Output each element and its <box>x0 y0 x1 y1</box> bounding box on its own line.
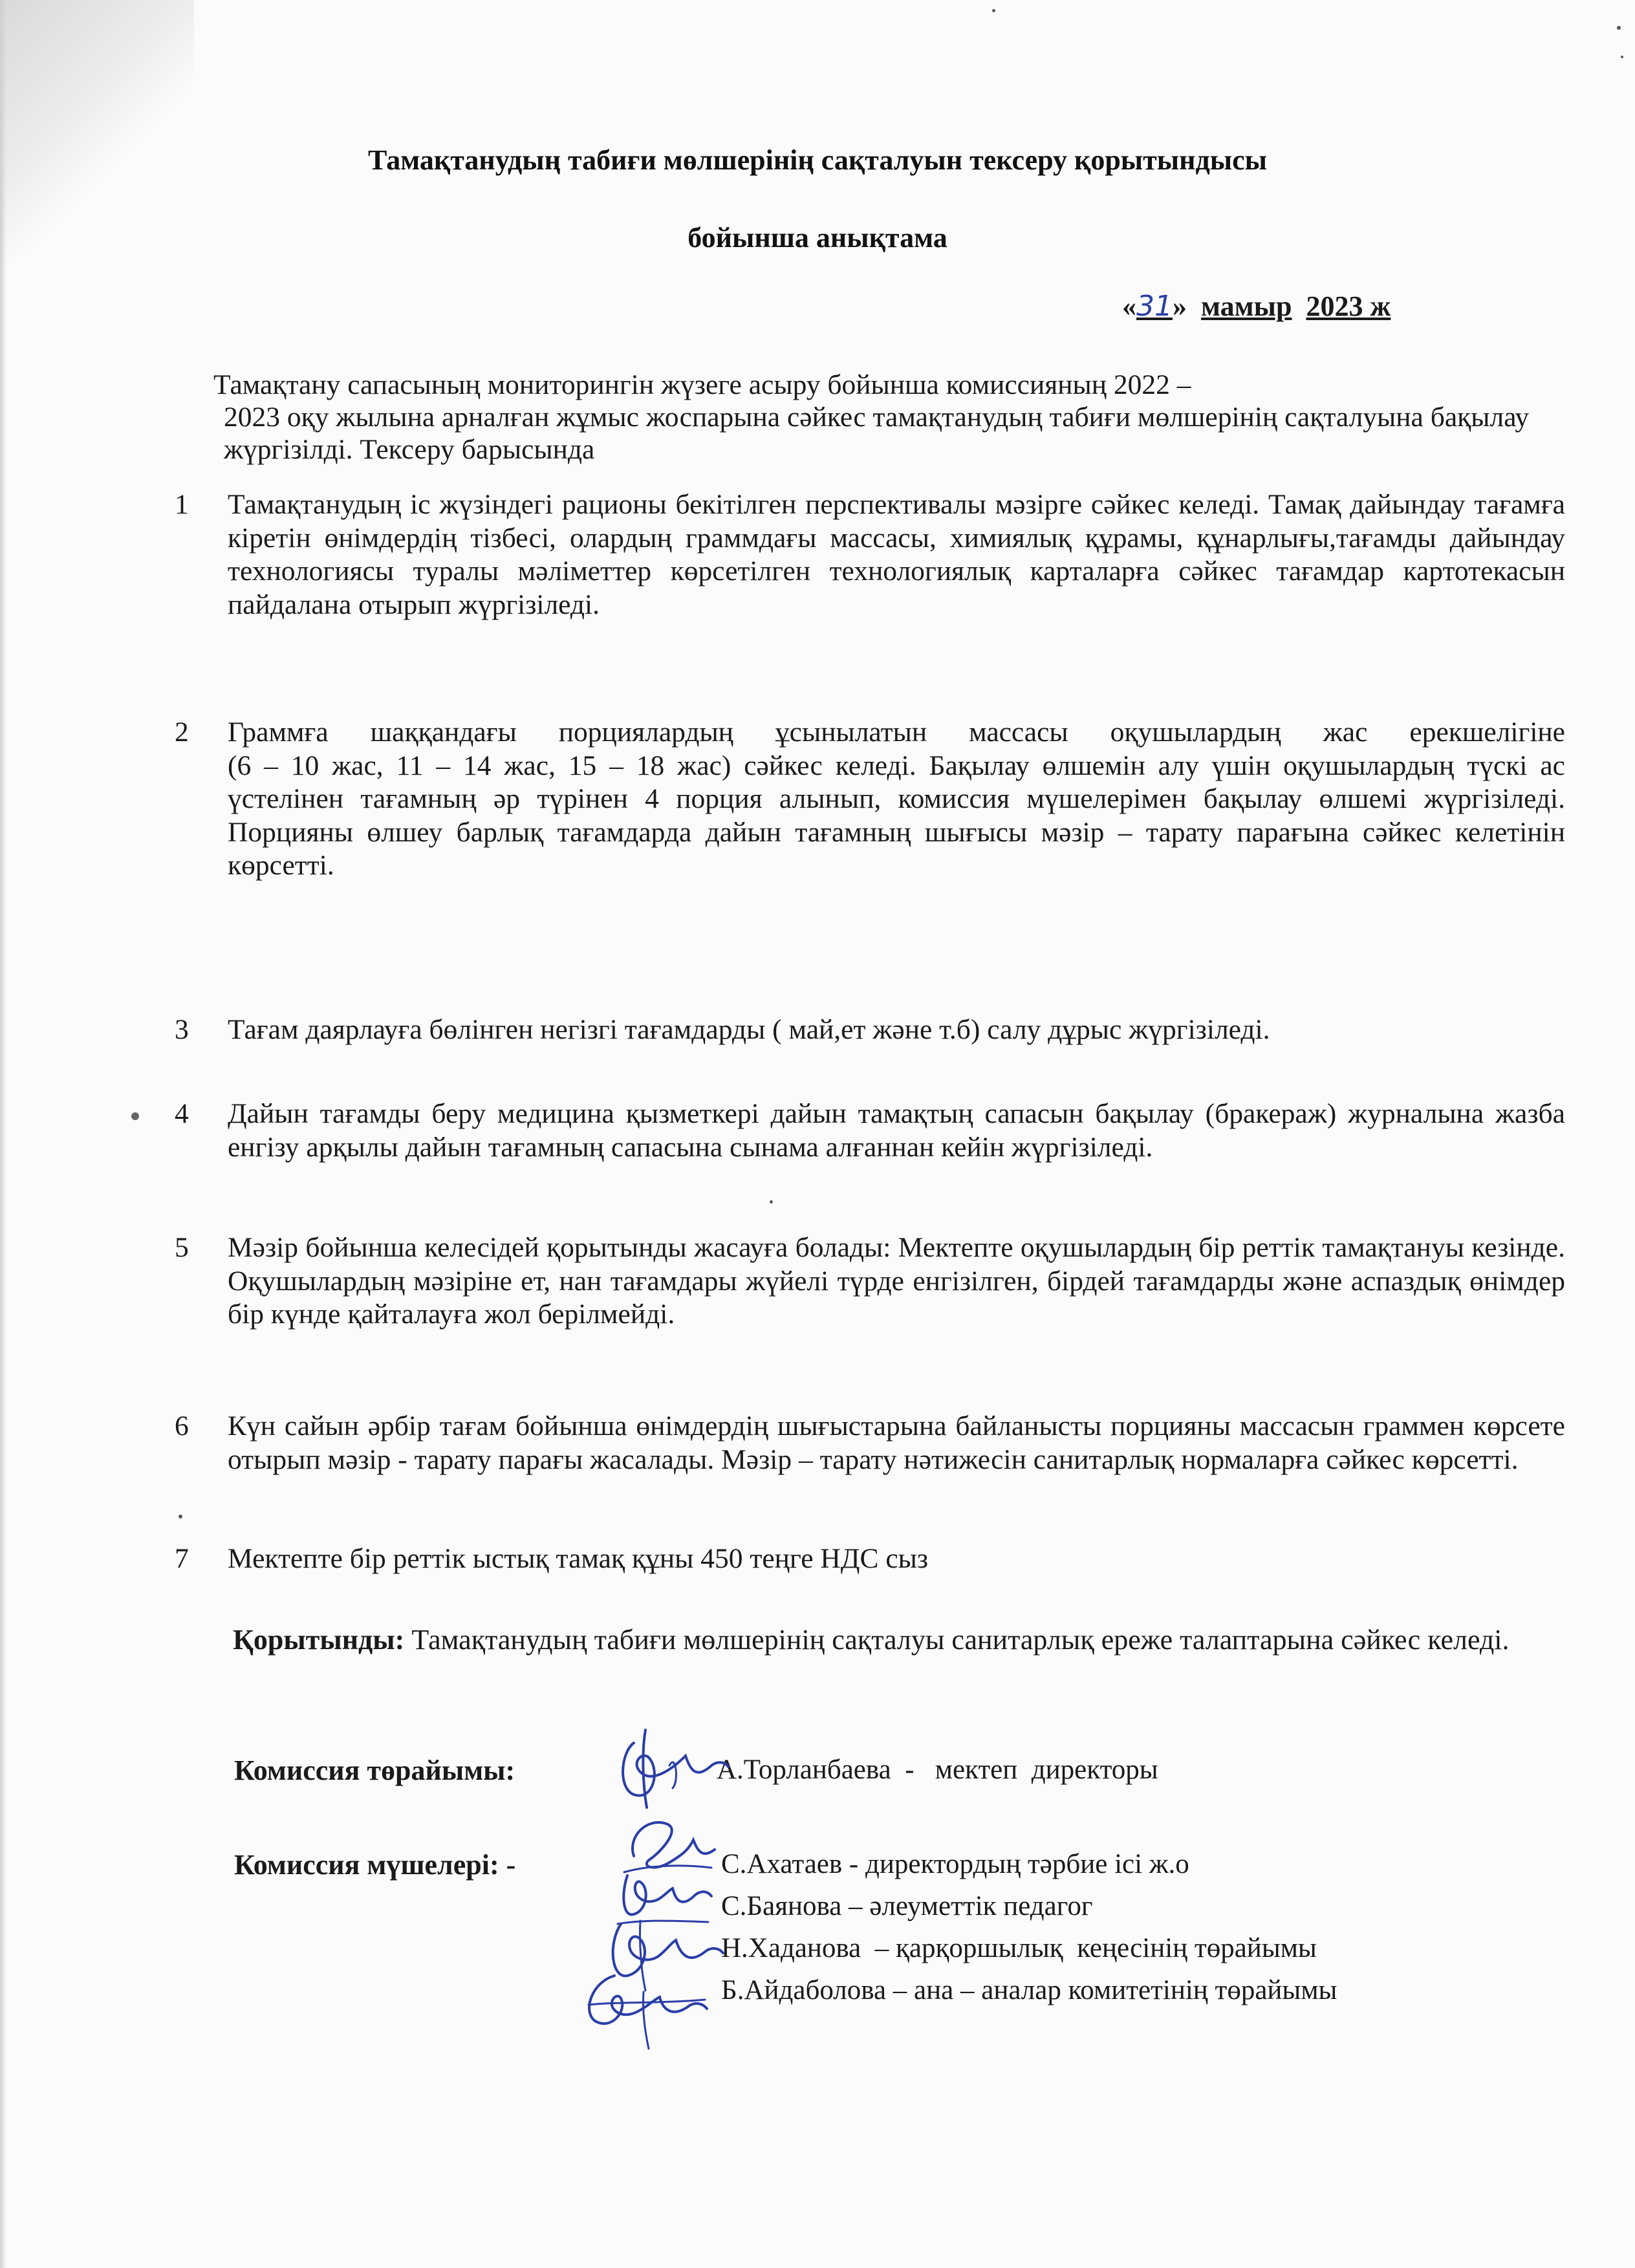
scan-speck <box>1621 56 1623 58</box>
list-item-text: Тамақтанудың іс жүзіндегі рационы бекітілген перспективалы мәзірге сәйкес келеді. Тамақ дайындау тағамға кіретін өнімдердің тізбесі, олардың граммдағы массасы, химиялық құрамы, құнарлығы,тағамды дайындау технологиясы туралы мәліметтер көрсетілген технологиялық карталарға сәйкес тағамдар картотекасын пайдалана отырып жүргізіледі. <box>228 489 1565 620</box>
document-date <box>1122 290 1391 323</box>
date-open-quote: « <box>1122 290 1136 322</box>
members-label: Комиссия мүшелері: - <box>234 1849 516 1881</box>
list-item-text: Мәзір бойынша келесідей қорытынды жасауға болады: Мектепте оқушылардың бір реттік тамақтануы кезінде. Оқушылардың мәзіріне ет, нан тағамдары жүйелі түрде енгізілген, бірдей тағамдарды және аспаздық өнімдер бір күнде қайталауға жол берілмейді. <box>228 1232 1565 1330</box>
member-name: С.Ахатаев - директордың тәрбие ісі ж.о <box>721 1849 1189 1879</box>
list-item-number: 7 <box>175 1543 189 1574</box>
signature-member-4 <box>579 1966 708 2050</box>
list-item-number: 2 <box>175 717 189 748</box>
scan-speck <box>179 1515 182 1518</box>
list-item-text: Мектепте бір реттік ыстық тамақ құны 450 теңге НДС сыз <box>228 1543 929 1574</box>
conclusion-paragraph <box>233 1623 1526 1657</box>
date-close-quote: » <box>1173 290 1187 322</box>
intro-paragraph <box>213 369 1565 466</box>
signature-chair <box>614 1727 731 1811</box>
scan-speck <box>992 9 995 12</box>
chair-label: Комиссия төрайымы: <box>234 1755 515 1786</box>
list-item-number: 5 <box>175 1232 189 1263</box>
list-item-text: Дайын тағамды беру медицина қызметкері дайын тамақтың сапасын бақылау (бракераж) журналына жазба енгізу арқылы дайын тағамның сапасына сынама алғаннан кейін жүргізіледі. <box>228 1098 1565 1163</box>
member-name: Н.Хаданова – қарқоршылық кеңесінің төрайымы <box>721 1933 1317 1963</box>
scan-speck <box>770 1200 773 1204</box>
list-item-text-part-a: Граммға шаққандағы порциялардың ұсынылатын массасы оқушылардың жас ерекшелігіне <box>228 717 1565 748</box>
list-item-text: Тағам даярлауға бөлінген негізгі тағамдарды ( май,ет және т.б) салу дұрыс жүргізіледі. <box>228 1014 1270 1045</box>
folded-corner-shadow <box>0 0 194 259</box>
member-name: Б.Айдаболова – ана – аналар комитетінің төрайымы <box>721 1975 1337 2005</box>
scan-speck <box>1617 26 1621 30</box>
intro-line-1: Тамақтану сапасының мониторингін жүзеге асыру бойынша комиссияның 2022 – <box>213 369 1191 400</box>
list-item-text <box>228 716 1565 883</box>
date-month: мамыр <box>1201 290 1292 322</box>
list-item-text-part-b: (6 – 10 жас, 11 – 14 жас, 15 – 18 жас) сәйкес келеді. Бақылау өлшемін алу үшін оқушылардың түскі ас үстелінен тағамның әр түрінен 4 порция алынып, комиссия мүшелерімен бақылау өлшемі жүргізіледі. Порцияны өлшеу барлық тағамдарда дайын тағамның шығысы мәзір – тарату парағына сәйкес келетінін көрсетті. <box>228 750 1565 881</box>
date-day-handwritten: 31 <box>1136 290 1173 323</box>
conclusion-text: Тамақтанудың табиғи мөлшерінің сақталуы санитарлық ереже талаптарына сәйкес келеді. <box>404 1624 1510 1656</box>
conclusion-label: Қорытынды: <box>233 1624 405 1656</box>
document-title-line1: Тамақтанудың табиғи мөлшерінің сақталуын тексеру қорытындысы <box>368 144 1267 176</box>
chair-name: А.Торланбаева - мектеп директоры <box>717 1755 1158 1785</box>
date-year: 2023 ж <box>1306 290 1391 322</box>
list-item-text: Күн сайын әрбір тағам бойынша өнімдердің шығыстарына байланысты порцияны массасын граммен көрсете отырып мәзір - тарату парағы жасалады. Мәзір – тарату нәтижесін санитарлық нормаларға сәйкес көрсетті. <box>228 1410 1565 1475</box>
punch-hole-mark <box>131 1112 139 1120</box>
list-item-number: 3 <box>175 1014 189 1045</box>
intro-rest: 2023 оқу жылына арналған жұмыс жоспарына сәйкес тамақтанудың табиғи мөлшерінің сақталуына бақылау жүргізілді. Тексеру барысында <box>224 402 1530 465</box>
list-item-number: 1 <box>175 489 189 520</box>
list-item-number: 6 <box>175 1410 189 1442</box>
member-name: С.Баянова – әлеуметтік педагог <box>721 1891 1093 1921</box>
document-title-line2: бойынша анықтама <box>688 222 947 254</box>
scan-edge <box>0 0 6 2268</box>
list-item-number: 4 <box>175 1098 189 1129</box>
